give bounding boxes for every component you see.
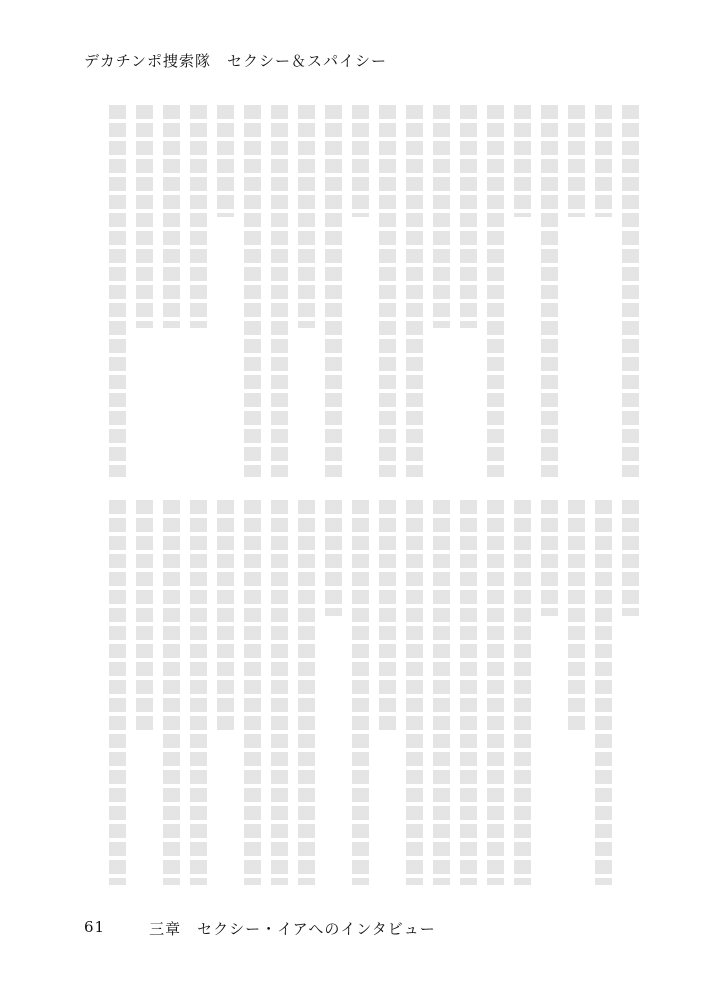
text-column	[568, 500, 585, 731]
text-column	[325, 105, 342, 477]
text-column	[433, 500, 450, 885]
chapter-title: 三章 セクシー・イアへのインタビュー	[149, 920, 436, 938]
page-number: 61	[84, 918, 106, 936]
text-column	[541, 105, 558, 477]
text-column	[514, 105, 531, 217]
page-footer	[84, 918, 436, 939]
text-column	[595, 500, 612, 885]
text-column	[622, 500, 639, 616]
text-column	[433, 105, 450, 328]
text-column	[271, 500, 288, 885]
text-column	[109, 105, 126, 477]
text-column	[163, 105, 180, 328]
text-column	[163, 500, 180, 885]
text-column	[406, 500, 423, 885]
text-column	[514, 500, 531, 885]
text-column	[217, 105, 234, 217]
text-column	[460, 500, 477, 885]
text-column	[406, 105, 423, 477]
text-column	[568, 105, 585, 217]
text-column	[325, 500, 342, 616]
text-column	[136, 105, 153, 328]
text-column	[541, 500, 558, 616]
text-column	[460, 105, 477, 328]
text-column	[622, 105, 639, 477]
text-column	[244, 500, 261, 885]
running-title: デカチンポ捜索隊 セクシー＆スパイシー	[84, 52, 387, 70]
text-column	[352, 500, 369, 885]
text-column	[487, 105, 504, 477]
text-column	[379, 105, 396, 477]
text-column	[136, 500, 153, 731]
text-column	[271, 105, 288, 477]
text-column	[487, 500, 504, 885]
text-column	[109, 500, 126, 885]
text-column	[379, 500, 396, 731]
text-column	[244, 105, 261, 477]
text-column	[595, 105, 612, 217]
text-column	[190, 500, 207, 885]
body-bottom-tier	[84, 500, 639, 885]
body-top-tier	[84, 105, 639, 477]
text-column	[298, 105, 315, 328]
text-column	[352, 105, 369, 217]
text-column	[298, 500, 315, 885]
text-column	[190, 105, 207, 328]
text-column	[217, 500, 234, 731]
